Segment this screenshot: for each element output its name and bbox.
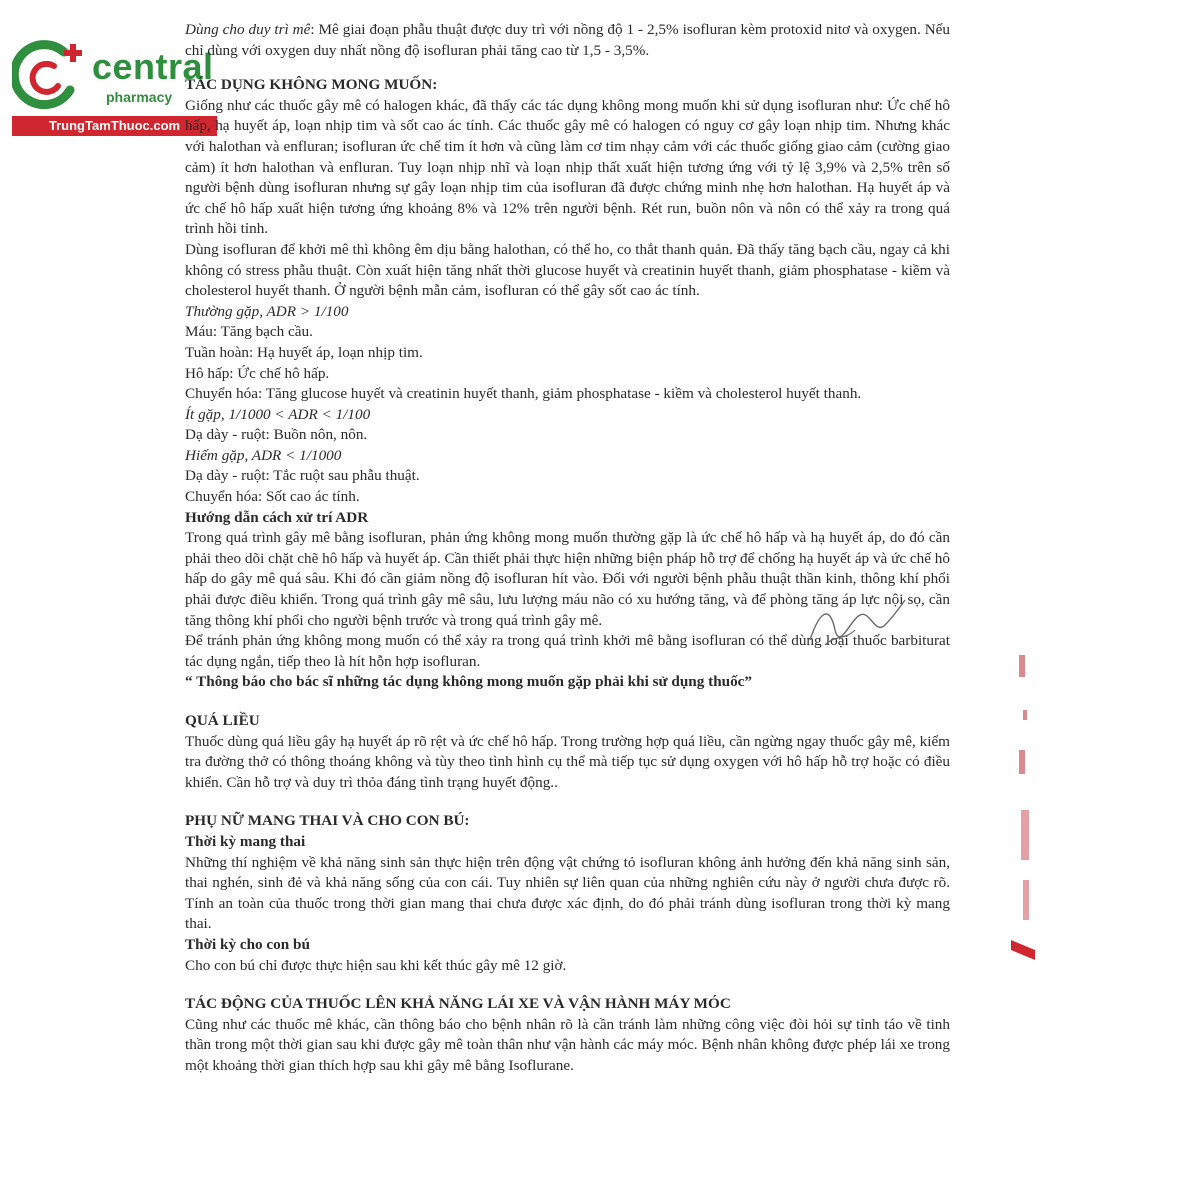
breastfeeding-text: Cho con bú chỉ được thực hiện sau khi kết thúc gây mê 12 giờ.	[185, 956, 567, 974]
overdose-heading: QUÁ LIỀU	[185, 712, 260, 729]
logo-brand: central	[92, 46, 214, 87]
uncommon-label: Ít gặp, 1/1000 < ADR < 1/100	[185, 405, 371, 423]
common-label: Thường gặp, ADR > 1/100	[185, 302, 349, 320]
pregnant-text: Những thí nghiệm về khả năng sinh sản thực hiện trên động vật chứng tỏ isofluran không ảnh hưởng đến khả năng sinh sản, thai nghén, sinh đẻ và khả năng sống của con cái. Tuy nhiên sự liên quan của những nghiên cứu này ở người chưa được rõ. Tính an toàn của thuốc trong thời gian mang thai chưa được xác định, do đó phải tránh dùng isofluran trong thời kỳ mang thai.	[185, 853, 950, 933]
adverse-paragraph-1: Giống như các thuốc gây mê có halogen khác, đã thấy các tác dụng không mong muốn khi sử dụng isofluran như: Ức chế hô hấp, hạ huyết áp, loạn nhịp tim và sốt cao ác tính. Các thuốc gây mê có halogen có nguy cơ gây loạn nhịp tim. Nhưng khác với halothan và enfluran; isofluran ức chế tim ít hơn và cũng làm cơ tim nhạy cảm với các thuốc giống giao cảm (cường giao cảm) ít hơn halothan và enfluran. Tuy loạn nhịp nhĩ và loạn nhịp thất xuất hiện tương ứng với tỷ lệ 3,9% và 2,5% trên số người bệnh dùng isofluran nhưng sự gây loạn nhịp tim của isofluran đã được chứng minh nhẹ hơn halothan. Hạ huyết áp và ức chế hô hấp xuất hiện tương ứng khoảng 8% và 12% trên người bệnh. Rét run, buồn nôn và nôn có thể xảy ra trong quá trình hồi tỉnh.	[185, 96, 950, 238]
driving-text: Cũng như các thuốc mê khác, cần thông báo cho bệnh nhân rõ là cần tránh làm những công việc đòi hỏi sự tỉnh táo về tinh thần trong một thời gian sau khi được gây mê toàn thân như vận hành các máy móc. Bệnh nhân không được phép lái xe trong một khoảng thời gian thích hợp sau khi gây mê bằng Isoflurane.	[185, 1015, 950, 1074]
adr-guide-paragraph-2: Để tránh phản ứng không mong muốn có thể xảy ra trong quá trình khởi mê bằng isofluran có thể dùng loại thuốc barbiturat tác dụng ngắn, tiếp theo là hít hỗn hợp isofluran.	[185, 632, 950, 670]
adr-guide-paragraph-1: Trong quá trình gây mê bằng isofluran, phản ứng không mong muốn thường gặp là ức chế hô hấp và hạ huyết áp, do đó cần phải theo dõi chặt chẽ hô hấp và huyết áp. Cần thiết phải thực hiện những biện pháp hỗ trợ để chống hạ huyết áp và ức chế hô hấp do gây mê quá sâu. Khi đó cần giảm nồng độ isofluran hít vào. Đối với người bệnh phẫu thuật thần kinh, thông khí phổi phải được điều khiển. Trong quá trình gây mê sâu, lưu lượng máu não có xu hướng tăng, và để phòng tăng áp lực nội sọ, cần tăng thông khí phổi cho người bệnh trước và trong quá trình gây mê.	[185, 529, 950, 629]
adr-guide-heading: Hướng dẫn cách xử trí ADR	[185, 508, 369, 526]
common-item: Hô hấp: Ức chế hô hấp.	[185, 364, 330, 382]
overdose-text: Thuốc dùng quá liều gây hạ huyết áp rõ rệt và ức chế hô hấp. Trong trường hợp quá liều, cần ngừng ngay thuốc gây mê, kiểm tra đường thở có thông thoáng không và tùy theo tình hình cụ thể mà tiếp tục sử dụng oxygen với hô hấp hỗ trợ hoặc có điều khiển. Cần hỗ trợ và duy trì thỏa đáng tình trạng huyết động..	[185, 732, 950, 791]
pregnant-subheading: Thời kỳ mang thai	[185, 832, 306, 850]
breastfeeding-subheading: Thời kỳ cho con bú	[185, 935, 310, 953]
signature-scribble	[790, 590, 910, 660]
logo-subtitle: pharmacy	[106, 89, 173, 105]
maintenance-label: Dùng cho duy trì mê	[185, 21, 311, 38]
rare-item: Chuyển hóa: Sốt cao ác tính.	[185, 488, 360, 506]
common-item: Máu: Tăng bạch cầu.	[185, 323, 313, 341]
adverse-paragraph-2: Dùng isofluran để khởi mê thì không êm dịu bằng halothan, có thể ho, co thắt thanh quản. Đã thấy tăng bạch cầu, ngay cả khi không có stress phẫu thuật. Còn xuất hiện tăng nhất thời glucose huyết và creatinin huyết thanh, giảm phosphatase - kiềm và cholesterol huyết thanh. Ở người bệnh mẫn cảm, isofluran có thể gây sốt cao ác tính.	[185, 240, 950, 300]
logo-site-banner: TrungTamThuoc.com	[12, 116, 217, 136]
rare-item: Dạ dày - ruột: Tắc ruột sau phẫu thuật.	[185, 467, 420, 485]
driving-heading: TÁC ĐỘNG CỦA THUỐC LÊN KHẢ NĂNG LÁI XE VÀ VẬN HÀNH MÁY MÓC	[185, 995, 731, 1013]
uncommon-item: Dạ dày - ruột: Buồn nôn, nôn.	[185, 426, 368, 444]
maintenance-text: : Mê giai đoạn phẫu thuật được duy trì với nồng độ 1 - 2,5% isofluran kèm protoxid nitơ và oxygen. Nếu chỉ dùng với oxygen duy nhất nồng độ isofluran phải tăng cao từ 1,5 - 3,5%.	[185, 21, 951, 59]
common-item: Chuyển hóa: Tăng glucose huyết và creatinin huyết thanh, giảm phosphatase - kiềm và cholesterol huyết thanh.	[185, 385, 862, 403]
pregnancy-heading: PHỤ NỮ MANG THAI VÀ CHO CON BÚ:	[185, 812, 470, 830]
adr-notice: “ Thông báo cho bác sĩ những tác dụng không mong muốn gặp phải khi sử dụng thuốc”	[185, 673, 753, 691]
central-pharmacy-logo-icon	[12, 38, 92, 116]
rare-label: Hiếm gặp, ADR < 1/1000	[185, 446, 342, 464]
margin-stamp-marks	[1005, 650, 1045, 980]
maintenance-paragraph	[185, 20, 950, 61]
document-page	[185, 20, 950, 1077]
common-item: Tuần hoàn: Hạ huyết áp, loạn nhịp tim.	[185, 343, 423, 361]
adverse-heading: TÁC DỤNG KHÔNG MONG MUỐN:	[185, 76, 438, 94]
